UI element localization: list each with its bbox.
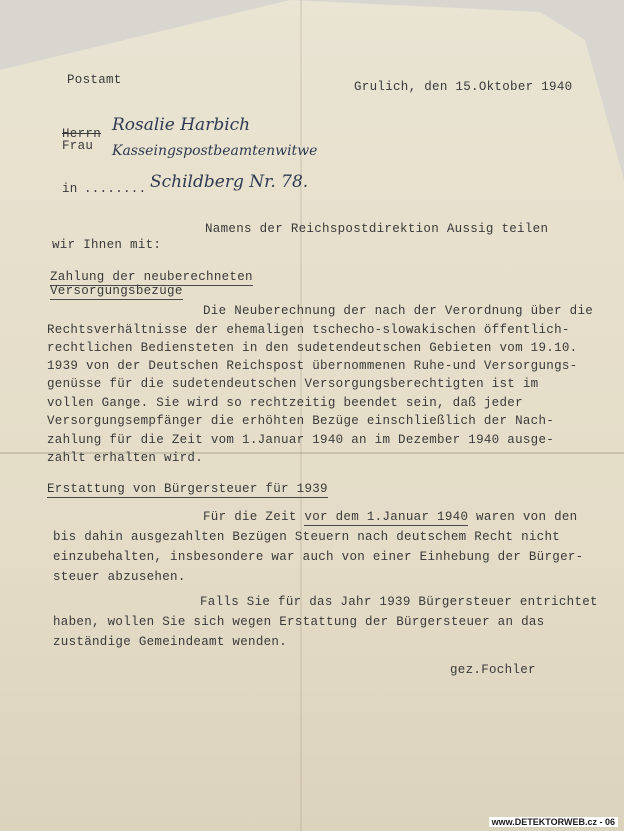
- section1-heading-line1: Zahlung der neuberechneten: [50, 270, 253, 284]
- section2-p1-line: steuer abzusehen.: [53, 570, 186, 584]
- section1-line: Die Neuberechnung der nach der Verordnung über die: [203, 304, 594, 318]
- section1-line: zahlung für die Zeit vom 1.Januar 1940 an im Dezember 1940 ausge-: [47, 433, 555, 447]
- section1-line: Rechtsverhältnisse der ehemaligen tschecho-slowakischen öffentlich-: [47, 323, 570, 337]
- section1-heading-line2: Versorgungsbezüge: [50, 284, 183, 298]
- section2-p2-line: haben, wollen Sie sich wegen Erstattung der Bürgersteuer an das: [53, 615, 545, 629]
- recipient-name-handwritten: Rosalie Harbich: [112, 115, 251, 135]
- section2-emphasis: vor dem 1.Januar 1940: [304, 510, 469, 524]
- recipient-title-handwritten: Kasseingspostbeamtenwitwe: [112, 143, 318, 159]
- in-label: in: [62, 182, 78, 196]
- section2-p1-line: bis dahin ausgezahlten Bezügen Steuern nach deutschem Recht nicht: [53, 530, 561, 544]
- section2-heading: Erstattung von Bürgersteuer für 1939: [47, 482, 328, 496]
- sender: Postamt: [67, 73, 122, 87]
- intro-line-1: Namens der Reichspostdirektion Aussig teilen: [205, 222, 549, 236]
- section2-p1-line: einzubehalten, insbesondere war auch von einer Einhebung der Bürger-: [53, 550, 584, 564]
- location-handwritten: Schildberg Nr. 78.: [150, 172, 309, 192]
- section1-line: Versorgungsempfänger die erhöhten Bezüge einschließlich der Nach-: [47, 414, 555, 428]
- salutation-herrn: Herrn: [62, 127, 102, 141]
- section1-line: zahlt erhalten wird.: [47, 451, 204, 465]
- section1-line: genüsse für die sudetendeutschen Versorgungsberechtigten ist im: [47, 377, 539, 391]
- section2-p2-line: zuständige Gemeindeamt wenden.: [53, 635, 288, 649]
- place-date: Grulich, den 15.Oktober 1940: [354, 80, 573, 94]
- salutation-frau: Frau: [62, 139, 94, 153]
- intro-line-2: wir Ihnen mit:: [52, 238, 162, 252]
- section1-line: vollen Gange. Sie wird so rechtzeitig beendet sein, daß jeder: [47, 396, 523, 410]
- watermark-link[interactable]: www.DETEKTORWEB.cz - 06: [489, 817, 618, 827]
- section2-p1-line1: Für die Zeit vor dem 1.Januar 1940 waren von den: [203, 510, 578, 524]
- location-dots: ........: [84, 182, 147, 196]
- section1-line: 1939 von der Deutschen Reichspost übernommenen Ruhe-und Versorgungs-: [47, 359, 578, 373]
- section1-line: rechtlichen Bediensteten in den sudetendeutschen Gebieten vom 19.10.: [47, 341, 578, 355]
- signature: gez.Fochler: [450, 663, 536, 677]
- section2-p2-line: Falls Sie für das Jahr 1939 Bürgersteuer entrichtet: [200, 595, 598, 609]
